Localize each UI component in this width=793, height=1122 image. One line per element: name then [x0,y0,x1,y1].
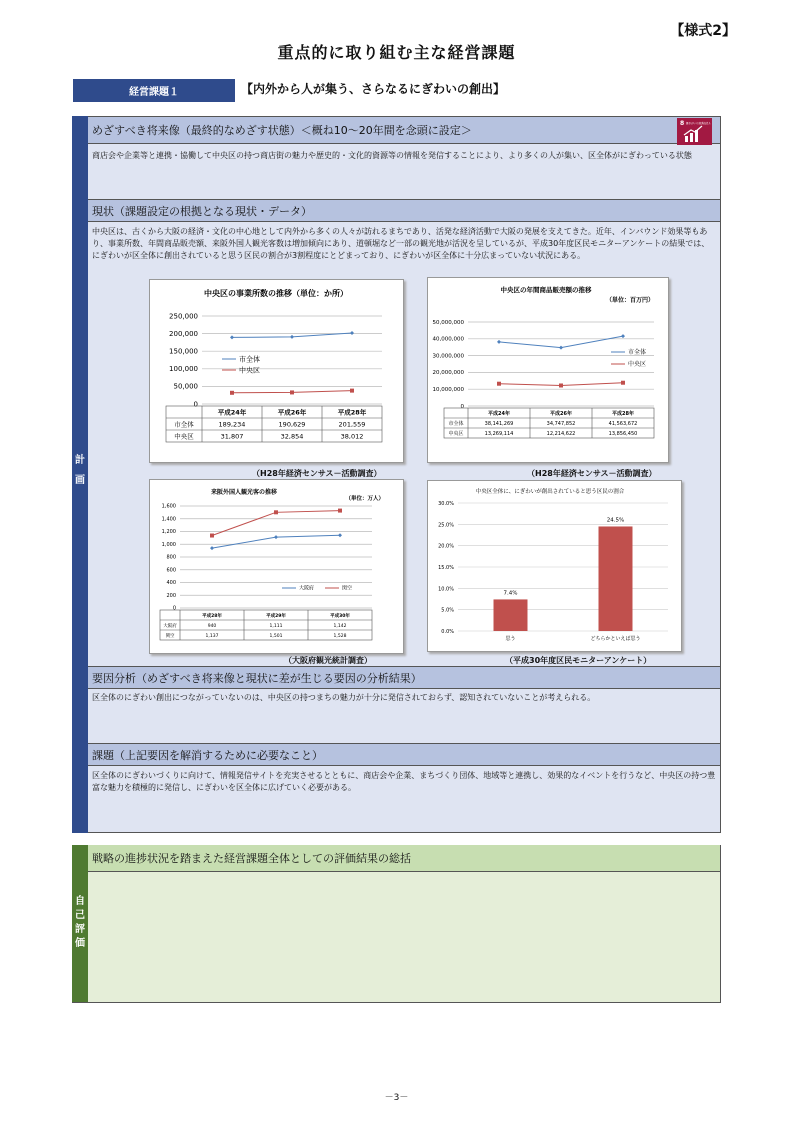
y-tick-label: 30.0% [438,501,454,507]
data-point [230,335,234,339]
chart-sales [427,277,669,463]
page-title: 重点的に取り組む主な経営課題 [277,43,516,62]
table-row-label: 市全体 [174,420,194,429]
y-tick-label: 0 [460,403,464,410]
y-tick-label: 250,000 [169,312,198,321]
cause-body: 区全体のにぎわい創出につながっていないのは、中央区の持つまちの魅力が十分に発信されておらず、認知されていないことが考えられる。 [92,693,596,702]
y-tick-label: 1,600 [161,503,176,510]
legend-label: 中央区 [239,366,260,375]
current-body: 中央区は、古くから大阪の経済・文化の中心地として内外から多くの人々が訪れるまちであり、活発な経済活動で大阪の発展を支えてきた。近年、インバウンド効果等もあり、事業所数、年間商品販売額、来阪外国人観光客数は増加傾向にあり、道頓堀など一部の観光地が活況を呈しているが、平成30年度区民モニターアンケートの結果では、にぎわいが区全体に創出されていると思う区民の割合が3割程度にとどまっており、にぎわいが区全体に十分広まっていない状況にある。 [92,227,710,260]
eval-side-label-3: 評 [75,924,85,935]
data-point [210,534,214,538]
y-tick-label: 50,000,000 [432,319,464,326]
eval-side-bar [72,845,88,1002]
y-tick-label: 25.0% [438,522,454,529]
y-tick-label: 400 [166,580,176,587]
issue-tag: 経営課題１ [73,79,235,102]
cause-heading [88,666,720,689]
chart-subtitle: （単位：万人） [345,496,384,502]
cause-heading-text: 要因分析（めざすべき将来像と現状に差が生じる要因の分析結果） [92,671,422,685]
x-category-label: どちらかといえば思う [590,636,641,642]
y-tick-label: 200 [166,592,176,599]
current-heading-text: 現状（課題設定の根拠となる現状・データ） [92,204,312,218]
y-tick-label: 150,000 [169,347,198,356]
table-cell: 32,854 [280,432,304,441]
sdg-goal-8-icon [677,118,712,145]
plan-side-label-2: 画 [75,475,85,486]
vision-heading [88,116,720,144]
data-point [274,535,278,539]
form-label: 【様式2】 [670,23,736,39]
table-row-label: 中央区 [448,431,464,438]
chart-title: 中央区全体に、にぎわいが創出されていると思う区民の割合 [475,489,625,495]
data-point [350,389,354,393]
chart-survey-source: （平成30年度区民モニターアンケート） [505,656,652,665]
legend-label: 大阪府 [299,585,315,592]
y-tick-label: 50,000 [173,382,198,391]
table-cell: 189,234 [218,420,246,429]
data-point [559,346,563,350]
data-point [338,533,342,537]
y-tick-label: 0.0% [441,629,454,635]
y-tick-label: 800 [166,554,176,561]
legend-label: 中央区 [628,361,647,368]
y-tick-label: 5.0% [441,607,454,614]
y-tick-label: 1,000 [161,541,176,548]
y-tick-label: 200,000 [169,329,198,338]
data-point [290,390,294,394]
data-point [621,381,625,385]
y-tick-label: 1,200 [161,529,176,536]
sdg-number: 8 [680,120,685,127]
x-category-label: 平成30年 [330,614,350,620]
eval-heading [88,845,720,872]
table-cell: 13,856,450 [608,431,638,438]
data-point [210,546,214,550]
table-cell: 38,012 [340,432,364,441]
data-point [497,340,501,344]
y-tick-label: 40,000,000 [432,336,464,343]
data-point [350,331,354,335]
data-point [230,391,234,395]
table-cell: 12,214,622 [546,431,576,438]
chart-tourists [149,479,404,654]
table-cell: 1,528 [333,634,347,640]
table-cell: 1,137 [205,634,219,640]
table-cell: 201,559 [338,420,366,429]
y-tick-label: 20,000,000 [432,370,464,377]
page-number: －3－ [384,1093,409,1103]
issue-title: 【内外から人が集う、さらなるにぎわいの創出】 [241,82,506,96]
task-heading [88,743,720,766]
chart-title: 来阪外国人観光客の推移 [210,489,278,496]
y-tick-label: 100,000 [169,365,198,374]
bar [599,526,633,631]
x-category-label: 平成28年 [337,408,367,417]
y-tick-label: 10.0% [438,586,454,593]
chart-sales-source: （H28年経済センサス－活動調査） [527,469,657,478]
vision-heading-text: めざすべき将来像（最終的なめざす状態）＜概ね10～20年間を念頭に設定＞ [92,124,472,137]
eval-side-label-2: 己 [75,910,85,921]
bar [494,599,528,631]
vision-body: 商店会や企業等と連携・協働して中央区の持つ商店街の魅力や歴史的・文化的資源等の情報を発信することにより、より多くの人が集い、区全体がにぎわっている状態 [92,151,692,160]
table-cell: 940 [207,624,217,630]
data-label: 24.5% [606,517,625,524]
chart-title: 中央区の事業所数の推移（単位：か所） [204,289,348,298]
eval-body-input[interactable] [88,873,719,1001]
legend-label: 関空 [342,585,353,592]
y-tick-label: 15.0% [438,565,454,571]
x-category-label: 思う [505,636,516,642]
task-body: 区全体のにぎわいづくりに向けて、情報発信サイトを充実させるとともに、商店会や企業、まちづくり団体、地域等と連携し、効果的なイベントを行うなど、中央区の持つ豊富な魅力を積極的に発信し、にぎわいを区全体に広げていく必要がある。 [92,771,716,792]
y-tick-label: 600 [166,567,176,574]
x-category-label: 平成29年 [266,614,286,620]
data-point [338,509,342,513]
data-point [290,335,294,339]
y-tick-label: 10,000,000 [432,387,464,394]
table-cell: 41,563,672 [608,421,638,428]
y-tick-label: 0 [193,400,198,409]
current-heading [88,199,720,222]
x-category-label: 平成26年 [550,411,572,418]
data-point [621,334,625,338]
plan-side-bar [72,116,88,833]
table-row-label: 関空 [165,634,175,640]
x-category-label: 平成24年 [217,408,247,417]
x-category-label: 平成24年 [488,411,510,418]
table-cell: 1,142 [333,624,347,630]
table-cell: 13,269,114 [484,431,514,438]
chart-establishments [149,279,404,463]
table-cell: 34,747,852 [546,421,576,428]
y-tick-label: 1,400 [161,516,176,523]
legend-label: 市全体 [628,349,647,356]
chart-establishments-source: （H28年経済センサス－活動調査） [252,469,382,478]
table-cell: 1,501 [269,634,283,640]
table-row-label: 中央区 [174,432,194,441]
x-category-label: 平成28年 [612,411,634,418]
table-row-label: 大阪府 [163,624,177,630]
eval-heading-text: 戦略の進捗状況を踏まえた経営課題全体としての評価結果の総括 [92,852,411,865]
eval-side-label-1: 自 [75,896,85,907]
x-category-label: 平成28年 [202,614,222,620]
chart-tourists-source: （大阪府観光統計調査） [284,656,372,665]
table-cell: 38,141,269 [484,421,514,428]
table-cell: 31,807 [220,432,244,441]
plan-side-label-1: 計 [75,455,85,466]
chart-subtitle: （単位：百万円） [605,297,654,304]
legend-label: 市全体 [239,355,260,364]
data-point [497,382,501,386]
table-cell: 190,629 [278,420,306,429]
chart-title: 中央区の年間商品販売額の推移 [500,286,592,294]
chart-survey [427,480,682,652]
sdg-text: 働きがいも経済成長も [686,122,712,125]
x-category-label: 平成26年 [277,408,307,417]
table-row-label: 市全体 [448,421,464,428]
y-tick-label: 20.0% [438,543,454,550]
y-tick-label: 30,000,000 [432,353,464,360]
data-point [559,383,563,387]
y-tick-label: 0 [172,605,176,612]
eval-side-label-4: 価 [75,938,85,949]
data-label: 7.4% [503,590,518,597]
table-cell: 1,111 [269,624,283,630]
data-point [274,510,278,514]
task-heading-text: 課題（上記要因を解消するために必要なこと） [92,748,323,762]
